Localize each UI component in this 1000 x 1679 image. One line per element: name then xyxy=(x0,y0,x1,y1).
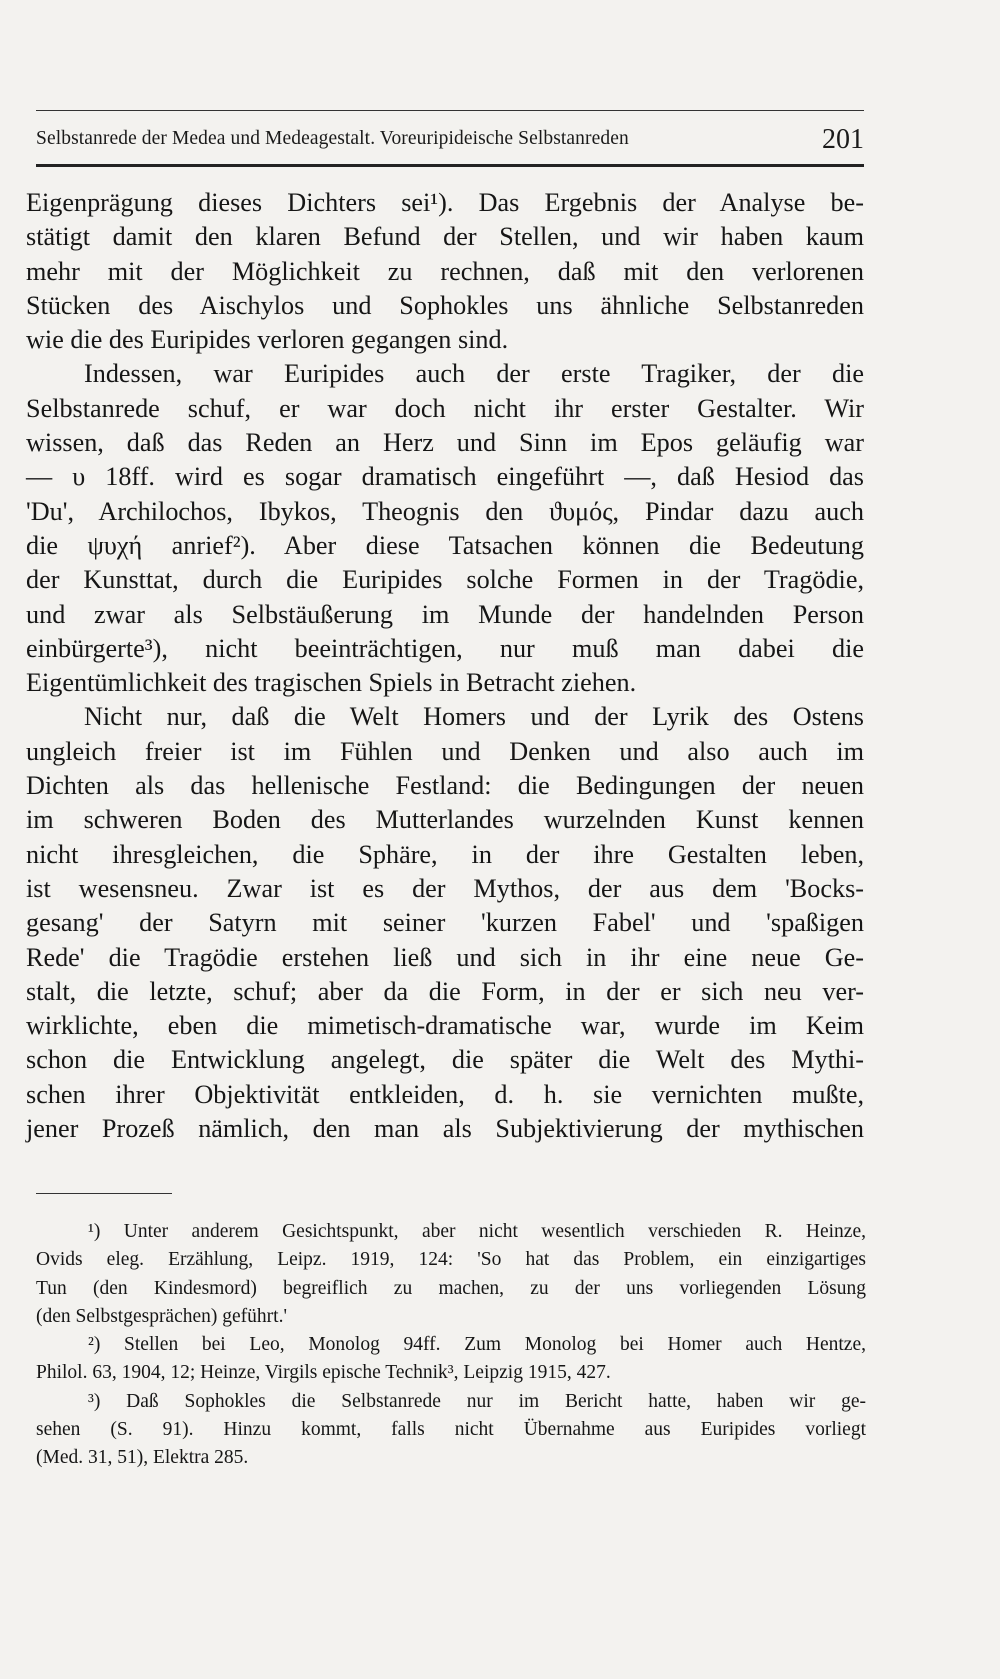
text-line: Selbstanrede schuf, er war doch nicht ihr erster Gestalter. Wir xyxy=(26,393,864,423)
page-number: 201 xyxy=(822,124,864,155)
text-line: — υ 18ff. wird es sogar dramatisch eingeführt —, daß Hesiod das xyxy=(26,462,864,492)
text-line: einbürgerte³), nicht beeinträchtigen, nur muß man dabei die xyxy=(26,633,864,663)
running-head xyxy=(36,126,864,160)
footnote-line: Tun (den Kindesmord) begreiflich zu machen, zu der uns vorliegenden Lösung xyxy=(36,1277,866,1299)
text-line: Nicht nur, daß die Welt Homers und der Lyrik des Ostens xyxy=(84,702,864,732)
main-text xyxy=(26,186,864,1176)
header-bottom-rule xyxy=(36,164,864,167)
footnotes xyxy=(36,1218,866,1488)
text-line: wirklichte, eben die mimetisch-dramatische war, wurde im Keim xyxy=(26,1011,864,1041)
footnote-line: (Med. 31, 51), Elektra 285. xyxy=(36,1447,249,1469)
text-line: Stücken des Aischylos und Sophokles uns ähnliche Selbstanreden xyxy=(26,290,864,320)
text-line: wie die des Euripides verloren gegangen sind. xyxy=(26,325,509,355)
running-title: Selbstanrede der Medea und Medeagestalt. Voreuripideische Selbstanreden xyxy=(36,128,629,149)
text-line: nicht ihresgleichen, die Sphäre, in der ihre Gestalten leben, xyxy=(26,839,864,869)
text-line: die ψυχή anrief²). Aber diese Tatsachen können die Bedeutung xyxy=(26,530,864,560)
text-line: und zwar als Selbstäußerung im Munde der handelnden Person xyxy=(26,599,864,629)
text-line: ist wesensneu. Zwar ist es der Mythos, der aus dem 'Bocks- xyxy=(26,873,864,903)
text-line: jener Prozeß nämlich, den man als Subjektivierung der mythischen xyxy=(26,1114,864,1144)
text-line: gesang' der Satyrn mit seiner 'kurzen Fabel' und 'spaßigen xyxy=(26,908,864,938)
text-line: der Kunsttat, durch die Euripides solche Formen in der Tragödie, xyxy=(26,565,864,595)
text-line: ungleich freier ist im Fühlen und Denken und also auch im xyxy=(26,736,864,766)
text-line: stätigt damit den klaren Befund der Stellen, und wir haben kaum xyxy=(26,222,864,252)
text-line: im schweren Boden des Mutterlandes wurzelnden Kunst kennen xyxy=(26,805,864,835)
footnote-line: (den Selbstgesprächen) geführt.' xyxy=(36,1305,287,1327)
footnote-line: sehen (S. 91). Hinzu kommt, falls nicht Übernahme aus Euripides vorliegt xyxy=(36,1419,866,1441)
text-line: mehr mit der Möglichkeit zu rechnen, daß mit den verlorenen xyxy=(26,256,864,286)
text-line: wissen, daß das Reden an Herz und Sinn im Epos geläufig war xyxy=(26,428,864,458)
text-line: 'Du', Archilochos, Ibykos, Theognis den ϑυμός, Pindar dazu auch xyxy=(26,496,864,526)
text-line: Eigentümlichkeit des tragischen Spiels in Betracht ziehen. xyxy=(26,668,637,698)
text-line: Eigenprägung dieses Dichters sei¹). Das Ergebnis der Analyse be- xyxy=(26,188,864,217)
text-line: stalt, die letzte, schuf; aber da die Form, in der er sich neu ver- xyxy=(26,976,864,1006)
text-line: Rede' die Tragödie erstehen ließ und sich in ihr eine neue Ge- xyxy=(26,942,864,972)
text-line: schen ihrer Objektivität entkleiden, d. h. sie vernichten mußte, xyxy=(26,1079,864,1109)
footnote-line: Philol. 63, 1904, 12; Heinze, Virgils epische Technik³, Leipzig 1915, 427. xyxy=(36,1362,611,1384)
text-line: Dichten als das hellenische Festland: die Bedingungen der neuen xyxy=(26,771,864,801)
footnote-line: Ovids eleg. Erzählung, Leipz. 1919, 124: 'So hat das Problem, ein einzigartiges xyxy=(36,1249,866,1271)
footnote-line: ¹) Unter anderem Gesichtspunkt, aber nicht wesentlich verschieden R. Heinze, xyxy=(88,1221,866,1242)
text-line: Indessen, war Euripides auch der erste Tragiker, der die xyxy=(84,359,864,389)
footnote-line: ²) Stellen bei Leo, Monolog 94ff. Zum Monolog bei Homer auch Hentze, xyxy=(88,1334,866,1356)
text-line: schon die Entwicklung angelegt, die später die Welt des Mythi- xyxy=(26,1045,864,1075)
footnote-rule xyxy=(36,1193,172,1194)
footnote-line: ³) Daß Sophokles die Selbstanrede nur im Bericht hatte, haben wir ge- xyxy=(88,1390,866,1412)
header-top-rule xyxy=(36,110,864,111)
